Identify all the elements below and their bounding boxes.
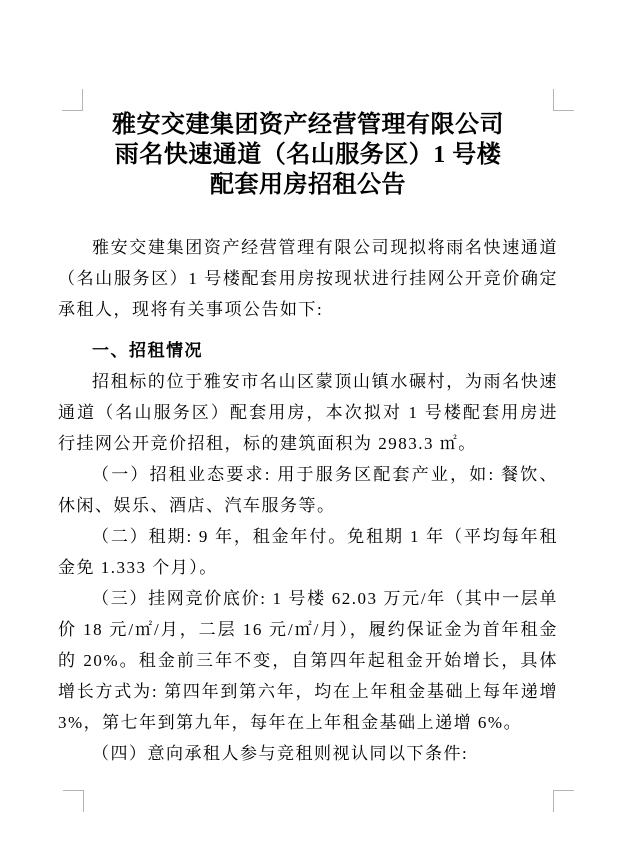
title-line-3: 配套用房招租公告 bbox=[210, 172, 406, 198]
paragraph-subject-location: 招租标的位于雅安市名山区蒙顶山镇水碾村，为雨名快速通道（名山服务区）配套用房，本次拟对 1 号楼配套用房进行挂网公开竞价招租，标的建筑面积为 2983.3 ㎡。 bbox=[58, 372, 558, 453]
section-heading-rental-info: 一、招租情况 bbox=[92, 341, 203, 360]
paragraph-item-2-lease-term: （二）租期: 9 年，租金年付。免租期 1 年（平均每年租金免 1.333 个月）。 bbox=[58, 527, 558, 577]
paragraph-item-4-conditions: （四）意向承租人参与竞租则视认同以下条件: bbox=[92, 744, 469, 763]
paragraph-intro: 雅安交建集团资产经营管理有限公司现拟将雨名快速通道（名山服务区）1 号楼配套用房按现状进行挂网公开竞价确定承租人，现将有关事项公告如下: bbox=[58, 238, 558, 319]
crop-mark-top-left bbox=[62, 89, 83, 111]
crop-mark-top-right bbox=[553, 89, 574, 111]
paragraph-item-1-business-type: （一）招租业态要求: 用于服务区配套产业，如: 餐饮、休闲、娱乐、酒店、汽车服务等。 bbox=[58, 465, 558, 515]
crop-mark-bottom-right bbox=[553, 790, 574, 812]
document-title bbox=[58, 110, 558, 200]
title-line-1: 雅安交建集团资产经营管理有限公司 bbox=[112, 112, 504, 138]
document-content bbox=[58, 110, 558, 769]
paragraph-item-3-base-price: （三）挂网竞价底价: 1 号楼 62.03 万元/年（其中一层单价 18 元/㎡/月，二层 16 元/㎡/月），履约保证金为首年租金的 20%。租金前三年不变，自第四年起租金开始增长，具体增长方式为: 第四年到第六年，均在上年租金基础上每年递增 3%，第七年到第九年，每年在上年租金基础上递增 6%。 bbox=[58, 589, 558, 732]
crop-mark-bottom-left bbox=[63, 790, 84, 812]
title-line-2: 雨名快速通道（名山服务区）1 号楼 bbox=[114, 142, 502, 168]
